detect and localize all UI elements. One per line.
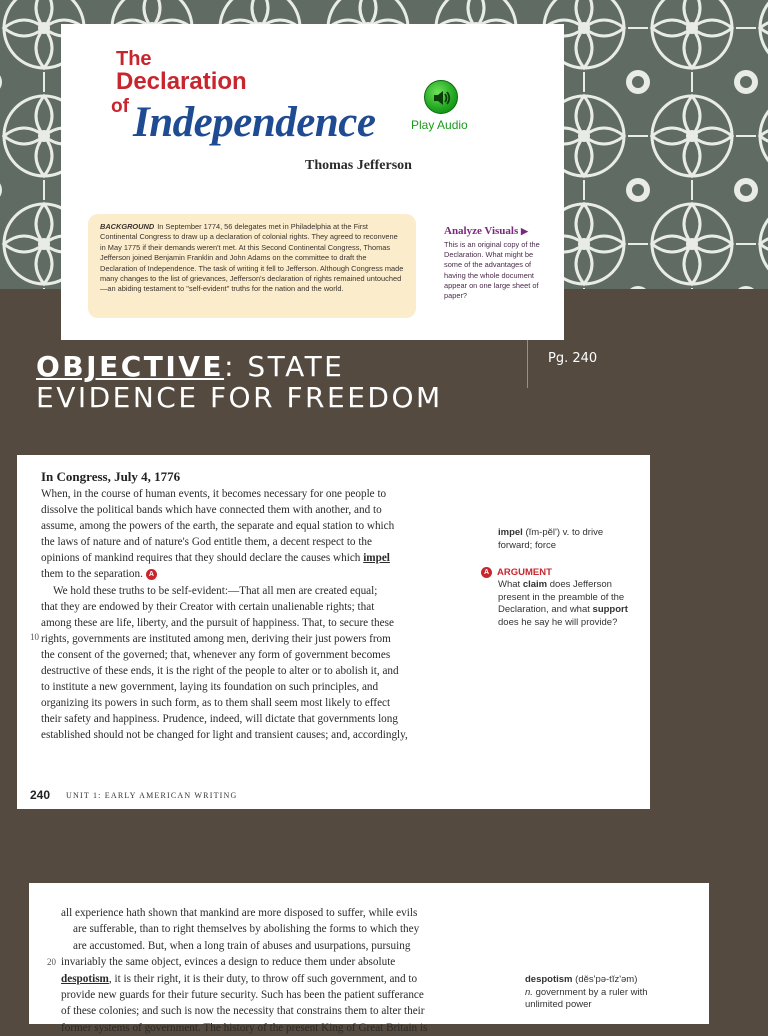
declaration-text-page1 [41, 486, 471, 744]
text-line: of these colonies; and such is now the necessity that constrains them to alter their [61, 1005, 425, 1018]
gloss-word: despotism [525, 974, 573, 985]
text-line: rights, governments are instituted among men, deriving their just powers from [41, 632, 391, 645]
annotation-badge-a: A [481, 567, 492, 578]
text-line: We hold these truths to be self-evident:—That all men are created equal; [53, 584, 378, 597]
text-line: established should not be changed for light and transient causes; and, accordingly, [41, 729, 408, 742]
argument-question [498, 579, 628, 629]
title-independence: Independence [133, 99, 376, 146]
background-text: In September 1774, 56 delegates met in Philadelphia at the First Continental Congress to draw up a declaration of colonial rights. They agreed to reconvene in May 1775 if their demands weren't met. At this Second Continental Congress, Thomas Jefferson joined Benjamin Franklin and John Adams on the committee to draft the Declaration of Independence. The task of writing it fell to Jefferson. Although Congress made many changes to the list of grievances, Jefferson's declaration of rights remained untouched—an abiding testament to "self-evident" truths for the nation and the world. [100, 222, 404, 294]
text-line: the consent of the governed; that, whenever any form of government becomes [41, 648, 391, 661]
textbook-page-241 [29, 883, 709, 1034]
line-number: 10 [30, 632, 39, 642]
text-line: to institute a new government, laying its foundation on such principles, and [41, 681, 379, 694]
analyze-visuals-text: This is an original copy of the Declaration. What might be some of the advantages of having the whole document appear on one large sheet of paper? [444, 240, 540, 301]
text-line: assume, among the powers of the earth, the separate and equal station to which [41, 520, 395, 533]
text-line: the laws of nature and of nature's God entitle them, a decent respect to the [41, 536, 372, 549]
analyze-visuals-heading [444, 225, 528, 237]
text-fragment: them to the separation. [41, 568, 143, 581]
objective-heading [36, 351, 516, 413]
analyze-visuals-title: Analyze Visuals [444, 225, 519, 237]
text-line [41, 550, 471, 566]
gloss-definition: government by a ruler with unlimited power [525, 986, 648, 1011]
line-number: 20 [47, 957, 56, 967]
text-line [41, 566, 471, 582]
question-fragment: What [498, 579, 523, 590]
argument-heading [481, 567, 552, 578]
text-line: that they are endowed by their Creator with certain unalienable rights; that [41, 600, 375, 613]
text-line: provide new guards for their future security. Such has been the patient sufferance [61, 989, 424, 1002]
text-line: all experience hath shown that mankind are more disposed to suffer, while evils [61, 907, 418, 919]
heading-divider [527, 340, 528, 388]
title-the: The [116, 48, 152, 70]
text-line: invariably the same object, evinces a design to reduce them under absolute [61, 956, 396, 969]
question-fragment: does Jefferson present in the preamble of the Declaration, and what [498, 579, 625, 616]
page-number: 240 [30, 788, 51, 802]
vocab-word-despotism: despotism [61, 972, 109, 985]
play-arrow-icon: ▶ [521, 226, 528, 236]
question-keyword-claim: claim [522, 579, 548, 590]
objective-keyword: OBJECTIVE [36, 350, 225, 383]
vocab-gloss-impel [498, 527, 628, 552]
vocab-gloss-despotism [525, 974, 665, 1012]
objective-text: : STATE EVIDENCE FOR FREEDOM [36, 350, 443, 414]
title-declaration: Declaration [116, 68, 247, 95]
text-fragment: opinions of mankind requires that they should declare the causes which [41, 552, 364, 565]
text-line: are accustomed. But, when a long train of abuses and usurpations, pursuing [73, 939, 411, 952]
text-line: are sufferable, than to right themselves by abolishing the forms to which they [73, 923, 420, 936]
page-heading: In Congress, July 4, 1776 [41, 469, 181, 484]
annotation-badge-a: A [146, 569, 157, 580]
unit-label: UNIT 1: EARLY AMERICAN WRITING [66, 791, 238, 800]
background-box [88, 214, 416, 318]
text-line: their safety and happiness. Prudence, indeed, will dictate that governments long [41, 713, 398, 726]
gloss-definition: (ĭm-pĕl') v. to drive forward; force [498, 527, 604, 551]
argument-label: ARGUMENT [497, 567, 552, 579]
text-line: among these are life, liberty, and the pursuit of happiness. That, to secure these [41, 616, 394, 629]
declaration-text-page2 [61, 905, 531, 1036]
textbook-page-240 [17, 455, 650, 809]
author-name: Thomas Jefferson [305, 158, 412, 173]
text-line [61, 971, 531, 987]
play-audio-label[interactable]: Play Audio [411, 118, 468, 132]
speaker-icon [432, 89, 452, 107]
question-keyword-support: support [592, 604, 628, 616]
text-line: destructive of these ends, it is the right of the people to alter or to abolish it, and [41, 665, 399, 678]
text-fragment: , it is their right, it is their duty, to throw off such government, and to [108, 972, 418, 985]
page-reference: Pg. 240 [548, 351, 598, 366]
gloss-pronunciation: (dĕs'pə-tĭz'əm) [572, 974, 638, 985]
play-audio-button[interactable] [424, 80, 458, 114]
gloss-word: impel [498, 527, 523, 538]
text-line: dissolve the political bands which have connected them with another, and to [41, 504, 382, 517]
vocab-word-impel: impel [363, 552, 390, 565]
text-line: When, in the course of human events, it becomes necessary for one people to [41, 488, 387, 500]
title-card-image [61, 24, 564, 340]
background-label: BACKGROUND [100, 222, 155, 231]
title-of: of [111, 96, 129, 117]
text-line: former systems of government. The history of the present King of Great Britain is [61, 1021, 428, 1034]
text-line: organizing its powers in such form, as to them shall seem most likely to effect [41, 697, 391, 710]
question-fragment: does he say he will provide? [498, 616, 618, 628]
gloss-part-of-speech: n. [525, 986, 533, 998]
